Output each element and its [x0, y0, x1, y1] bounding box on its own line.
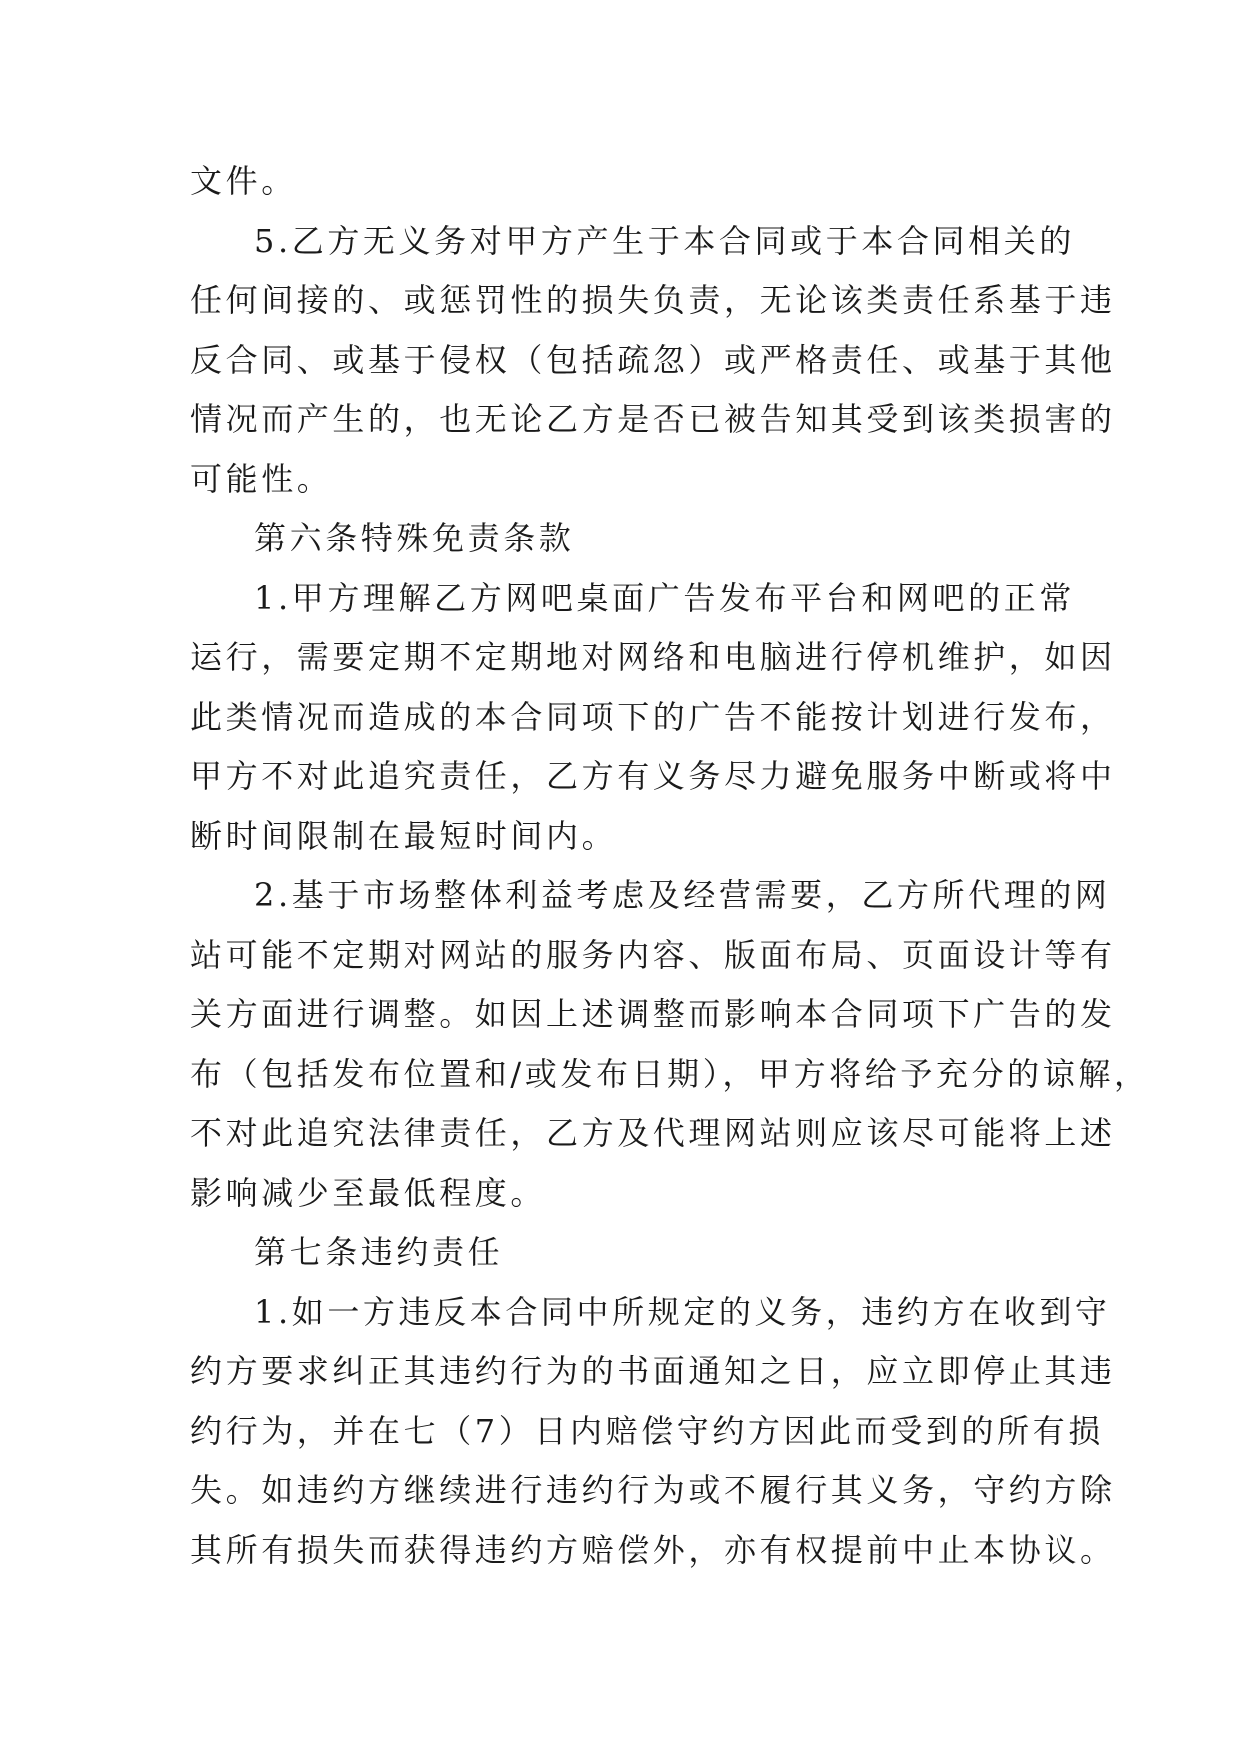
clause-5-start: 5.乙方无义务对甲方产生于本合同或于本合同相关的 — [254, 221, 1075, 260]
text-line: 其所有损失而获得违约方赔偿外，亦有权提前中止本协议。 — [190, 1530, 1116, 1569]
text-line: 约方要求纠正其违约行为的书面通知之日，应立即停止其违 — [190, 1352, 1116, 1390]
article-7-clause-1-start: 1.如一方违反本合同中所规定的义务，违约方在收到守 — [254, 1292, 1111, 1331]
text-line: 甲方不对此追究责任，乙方有义务尽力避免服务中断或将中 — [190, 757, 1116, 795]
text-line: 断时间限制在最短时间内。 — [190, 816, 618, 855]
text-line: 不对此追究法律责任，乙方及代理网站则应该尽可能将上述 — [190, 1114, 1116, 1152]
text-line: 反合同、或基于侵权（包括疏忽）或严格责任、或基于其他 — [190, 340, 1116, 379]
article-6-heading: 第六条特殊免责条款 — [254, 519, 575, 557]
text-line: 任何间接的、或惩罚性的损失负责，无论该类责任系基于违 — [190, 281, 1116, 319]
text-line: 约行为，并在七（7）日内赔偿守约方因此而受到的所有损 — [190, 1411, 1104, 1450]
text-line: 失。如违约方继续进行违约行为或不履行其义务，守约方除 — [190, 1471, 1116, 1509]
text-line: 可能性。 — [190, 459, 333, 498]
text-line: 布（包括发布位置和/或发布日期），甲方将给予充分的谅解， — [190, 1054, 1150, 1093]
article-7-heading: 第七条违约责任 — [254, 1233, 504, 1271]
article-6-clause-1-start: 1.甲方理解乙方网吧桌面广告发布平台和网吧的正常 — [254, 578, 1075, 617]
document-body — [190, 152, 1150, 1580]
text-line: 关方面进行调整。如因上述调整而影响本合同项下广告的发 — [190, 995, 1116, 1033]
text-line: 此类情况而造成的本合同项下的广告不能按计划进行发布， — [190, 697, 1116, 736]
text-line: 运行，需要定期不定期地对网络和电脑进行停机维护，如因 — [190, 638, 1116, 676]
text-line: 影响减少至最低程度。 — [190, 1173, 547, 1212]
text-line: 站可能不定期对网站的服务内容、版面布局、页面设计等有 — [190, 935, 1116, 974]
text-line: 文件。 — [190, 162, 297, 200]
text-line: 情况而产生的，也无论乙方是否已被告知其受到该类损害的 — [190, 400, 1116, 438]
article-6-clause-2-start: 2.基于市场整体利益考虑及经营需要，乙方所代理的网 — [254, 876, 1111, 914]
